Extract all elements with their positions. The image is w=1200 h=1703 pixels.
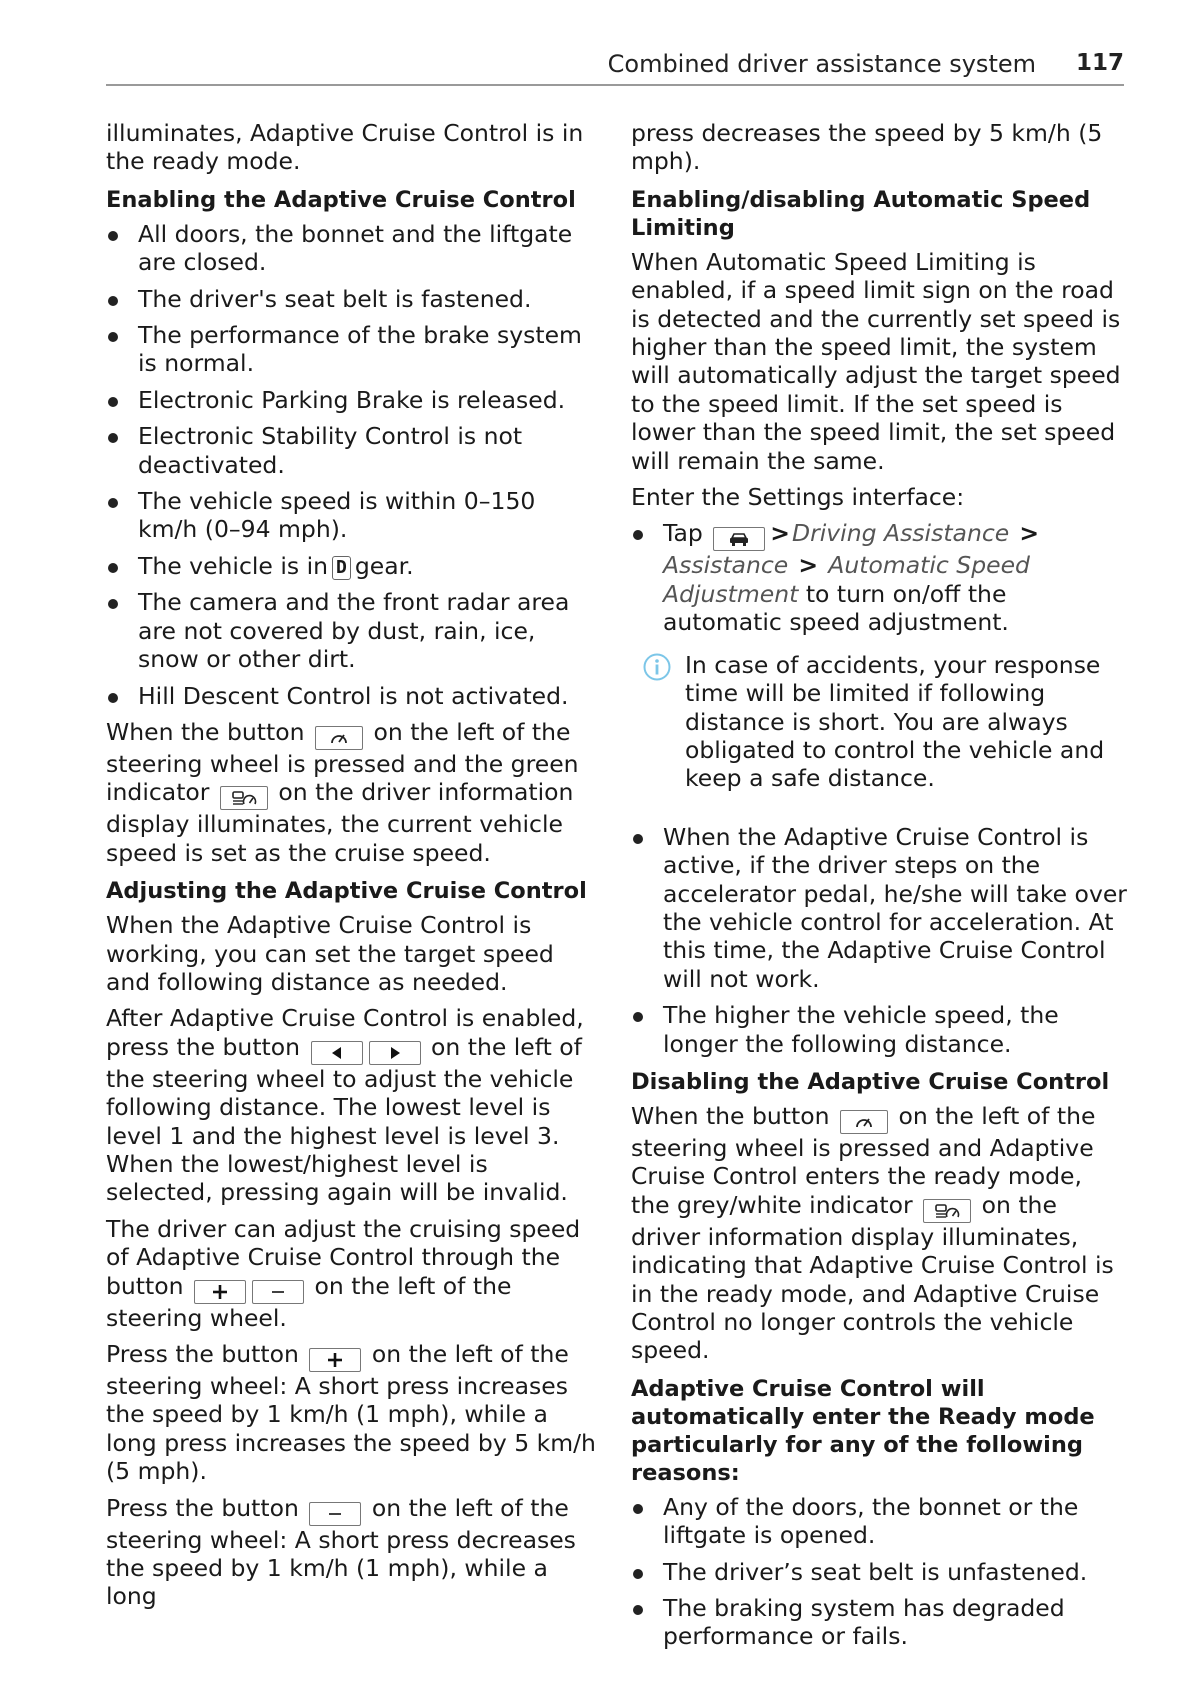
list-item: The vehicle is in D gear. <box>106 552 598 580</box>
list-item: Any of the doors, the bonnet or the liftgate is opened. <box>631 1493 1127 1550</box>
left-column <box>106 119 598 1619</box>
minus-icon <box>252 1280 304 1304</box>
list-item: When the Adaptive Cruise Control is active, if the driver steps on the accelerator pedal, he/she will take over the vehicle control for acceleration. At this time, the Adaptive Cruise Control will not work. <box>631 823 1127 993</box>
heading-enabling: Enabling the Adaptive Cruise Control <box>106 186 576 213</box>
plus-icon <box>194 1280 246 1304</box>
plus-paragraph: Press the button on the left of the steering wheel: A short press increases the speed by 1 km/h (1 mph), while a long press increases the speed by 5 km/h (5 mph). <box>106 1340 596 1486</box>
tap-list <box>631 519 1127 636</box>
heading-asl: Enabling/disabling Automatic Speed Limiting <box>631 186 1091 241</box>
list-item: Tap >Driving Assistance > Assistance > Automatic Speed Adjustment to turn on/off the automatic speed adjustment. <box>631 519 1127 636</box>
list-item: All doors, the bonnet and the liftgate are closed. <box>106 220 598 277</box>
acc-indicator-icon <box>923 1199 971 1223</box>
settings-paragraph: Enter the Settings interface: <box>631 483 965 512</box>
working-paragraph: When the Adaptive Cruise Control is working, you can set the target speed and following distance as needed. <box>106 911 554 996</box>
ready-reasons-list <box>631 1493 1127 1651</box>
heading-adjusting: Adjusting the Adaptive Cruise Control <box>106 878 587 905</box>
cruise-control-button-icon <box>840 1110 888 1134</box>
list-item: The performance of the brake system is normal. <box>106 321 598 378</box>
acc-indicator-icon <box>220 786 268 810</box>
speed-paragraph: The driver can adjust the cruising speed of Adaptive Cruise Control through the button on the left of the steering wheel. <box>106 1214 581 1332</box>
distance-decrease-icon <box>311 1041 363 1065</box>
distance-paragraph: After Adaptive Cruise Control is enabled, press the button on the left of the steering wheel to adjust the vehicle following distance. The lowest level is level 1 and the highest level is level 3. When the lowest/highest level is selected, pressing again will be invalid. <box>106 1004 584 1207</box>
car-settings-icon <box>713 527 765 551</box>
heading-auto-ready: Adaptive Cruise Control will automatically enter the Ready mode particularly for any of the following reasons: <box>631 1375 1095 1486</box>
list-item: Electronic Stability Control is not deactivated. <box>106 422 598 479</box>
list-item: Hill Descent Control is not activated. <box>106 682 598 710</box>
heading-disabling: Disabling the Adaptive Cruise Control <box>631 1068 1110 1095</box>
enable-conditions-list <box>106 220 598 710</box>
list-item: The camera and the front radar area are not covered by dust, rain, ice, snow or other dirt. <box>106 588 598 673</box>
section-title: Combined driver assistance system <box>607 50 1036 78</box>
info-icon <box>643 653 671 681</box>
continued-paragraph: press decreases the speed by 5 km/h (5 mph). <box>631 119 1103 176</box>
intro-paragraph: illuminates, Adaptive Cruise Control is in the ready mode. <box>106 119 584 176</box>
disable-paragraph: When the button on the left of the steering wheel is pressed and Adaptive Cruise Control enters the ready mode, the grey/white indicator on the driver information display illuminates, indicating that Adaptive Cruise Control is in the ready mode, and Adaptive Cruise Control no longer controls the vehicle speed. <box>631 1101 1114 1365</box>
list-item: The braking system has degraded performance or fails. <box>631 1594 1127 1651</box>
cruise-control-button-icon <box>315 726 363 750</box>
plus-icon <box>309 1348 361 1372</box>
right-column <box>631 119 1127 1659</box>
list-item: Electronic Parking Brake is released. <box>106 386 598 414</box>
gear-d-icon: D <box>332 556 351 580</box>
minus-paragraph: Press the button on the left of the steering wheel: A short press decreases the speed by 1 km/h (1 mph), while a long <box>106 1493 576 1611</box>
asl-paragraph: When Automatic Speed Limiting is enabled, if a speed limit sign on the road is detected and the currently set speed is higher than the speed limit, the system will automatically adjust the target speed to the speed limit. If the set speed is lower than the speed limit, the set speed will remain the same. <box>631 247 1121 475</box>
info-note: In case of accidents, your response time will be limited if following distance is short. You are always obligated to control the vehicle and keep a safe distance. <box>631 651 1127 793</box>
list-item: The driver's seat belt is fastened. <box>106 285 598 313</box>
acc-behavior-list <box>631 823 1127 1058</box>
button-paragraph: When the button on the left of the steering wheel is pressed and the green indicator on the driver information display illuminates, the current vehicle speed is set as the cruise speed. <box>106 717 579 867</box>
list-item: The driver’s seat belt is unfastened. <box>631 1558 1127 1586</box>
list-item: The vehicle speed is within 0–150 km/h (0–94 mph). <box>106 487 598 544</box>
page-header <box>106 44 1124 86</box>
list-item: The higher the vehicle speed, the longer the following distance. <box>631 1001 1127 1058</box>
page-number: 117 <box>1075 50 1124 76</box>
distance-increase-icon <box>369 1041 421 1065</box>
minus-icon <box>309 1502 361 1526</box>
